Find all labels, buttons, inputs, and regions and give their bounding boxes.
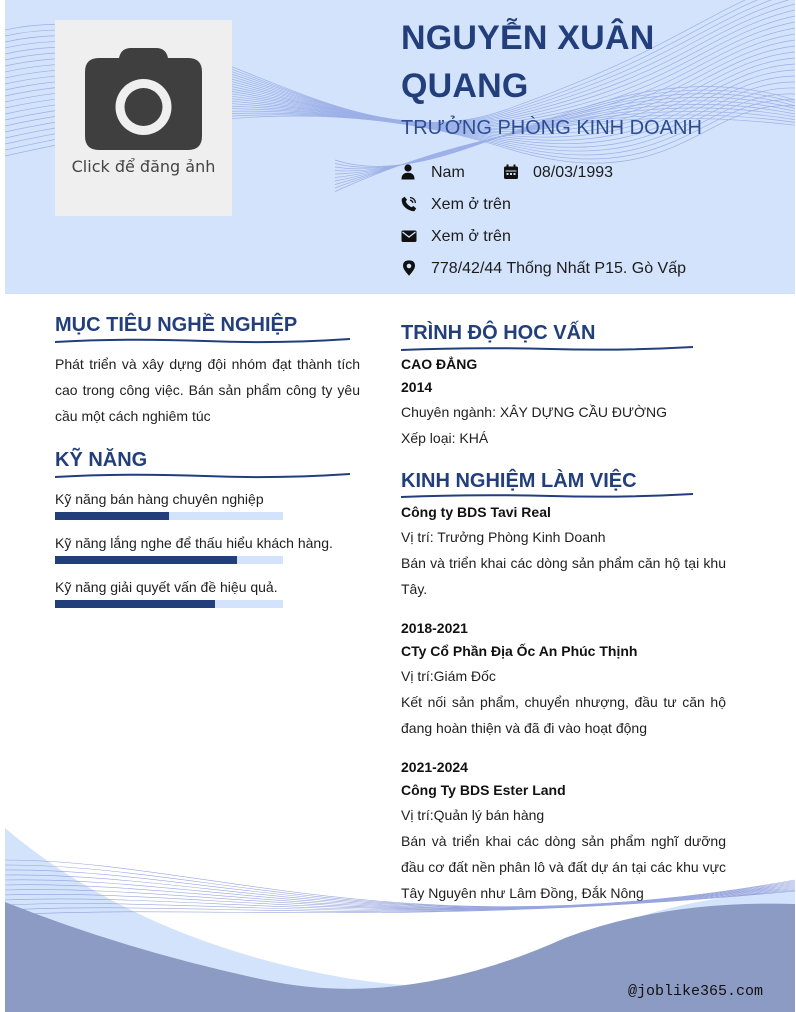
job-period: 2018-2021 [401,620,468,636]
education-heading: TRÌNH ĐỘ HỌC VẤN [401,322,596,344]
job-description: Kết nối sản phẩm, chuyển nhượng, đầu tư căn hộ đang hoàn thiện và đã đi vào hoạt động [401,694,726,736]
address-value: 778/42/44 Thống Nhất P15. Gò Vấp [431,260,687,277]
birthday-value: 08/03/1993 [533,164,614,181]
skills-heading: KỸ NĂNG [55,449,148,471]
education-major: Chuyên ngành: XÂY DỰNG CẦU ĐƯỜNG [401,404,667,420]
candidate-name: NGUYỄN XUÂN QUANG [401,19,655,105]
job-position: Vị trí: Trưởng Phòng Kinh Doanh [401,529,606,545]
objective-text: Phát triển và xây dựng đội nhóm đạt thành tích cao trong công việc. Bán sản phẩm công ty yêu cầu một cách nghiêm túc [55,356,360,424]
candidate-title: TRƯỞNG PHÒNG KINH DOANH [401,117,702,139]
skill-bar-fill [55,556,237,564]
job-period: 2021-2024 [401,759,468,775]
camera-icon [85,48,202,150]
education-rank: Xếp loại: KHÁ [401,430,489,446]
skills-underline [55,471,350,481]
job-position: Vị trí:Quản lý bán hàng [401,807,545,823]
phone-row [401,194,701,216]
calendar-icon [503,164,519,180]
education-year: 2014 [401,379,433,395]
skill-label: Kỹ năng lắng nghe để thấu hiểu khách hàng. [55,535,333,551]
photo-upload-label: Click để đăng ảnh [71,157,216,176]
job-description: Bán và triển khai các dòng sản phẩm căn hộ tại khu Tây. [401,555,726,597]
photo-upload[interactable] [55,20,232,216]
address-row [401,258,781,280]
job-company: CTy Cổ Phần Địa Ốc An Phúc Thịnh [401,643,638,659]
email-row [401,226,701,248]
job-company: Công Ty BDS Ester Land [401,782,566,798]
objective-underline [55,336,350,346]
skill-label: Kỹ năng giải quyết vấn đề hiệu quả. [55,579,278,595]
envelope-icon [401,228,417,244]
education-school: CAO ĐẲNG [401,356,478,372]
skill-item [55,489,355,520]
gender-value: Nam [431,164,465,181]
objective-heading: MỤC TIÊU NGHỀ NGHIỆP [55,314,298,336]
job-company: Công ty BDS Tavi Real [401,504,551,520]
skill-item [55,577,355,608]
footer-handle: @joblike365.com [628,983,764,1000]
education-block [401,353,726,451]
job-description: Bán và triển khai các dòng sản phẩm nghĩ dưỡng đầu cơ đất nền phân lô và đất dự án tại các khu vực Tây Nguyên như Lâm Đồng, Đắk Nông [401,833,726,901]
phone-icon [401,196,417,212]
email-value[interactable]: Xem ở trên [431,228,511,245]
skill-bar-fill [55,512,169,520]
skill-bar-track [55,600,283,608]
phone-value[interactable]: Xem ở trên [431,196,511,213]
experience-underline [401,491,693,501]
user-icon [401,164,417,180]
birthday-row [503,162,703,184]
skill-label: Kỹ năng bán hàng chuyên nghiệp [55,491,264,507]
skill-bar-fill [55,600,215,608]
experience-job [401,501,726,602]
location-pin-icon [401,260,417,276]
skill-bar-track [55,556,283,564]
skill-bar-track [55,512,283,520]
experience-heading: KINH NGHIỆM LÀM VIỆC [401,470,637,492]
experience-job [401,617,726,741]
job-position: Vị trí:Giám Đốc [401,668,496,684]
skill-item [55,533,355,564]
